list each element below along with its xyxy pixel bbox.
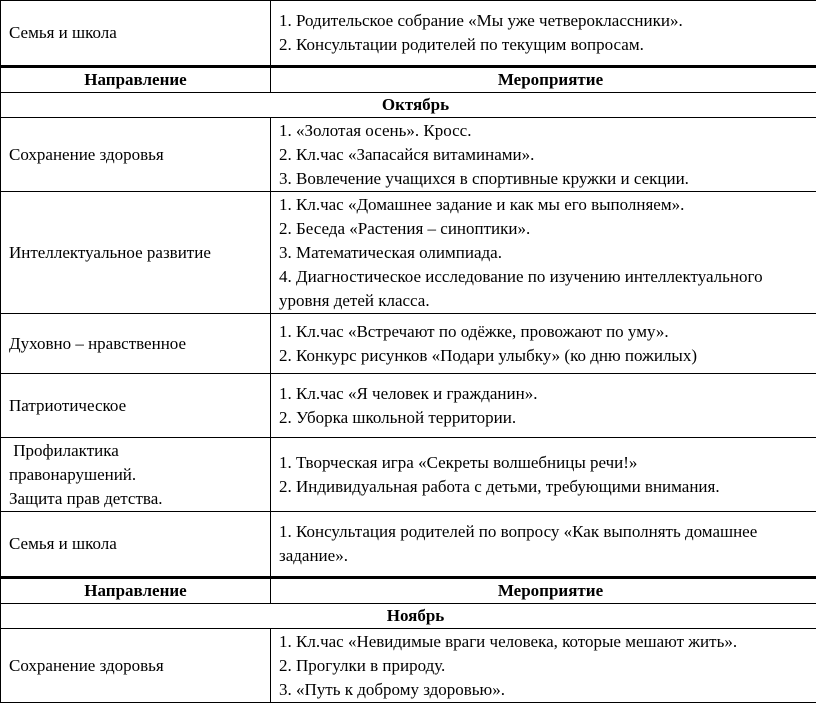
events-cell (271, 1, 816, 67)
event-line: 1. Консультация родителей по вопросу «Как выполнять домашнее (279, 522, 758, 541)
table-row (1, 1, 816, 67)
event-line: 1. Кл.час «Я человек и гражданин». (279, 383, 538, 403)
event-line: 2. Уборка школьной территории. (279, 407, 517, 427)
event-line: 2. Кл.час «Запасайся витаминами». (279, 144, 535, 164)
month-label: Ноябрь (1, 604, 816, 629)
direction-cell: Интеллектуальное развитие (1, 192, 271, 314)
event-line: 2. Индивидуальная работа с детьми, требующими внимания. (279, 476, 720, 496)
event-line: 1. Творческая игра «Секреты волшебницы речи!» (279, 452, 638, 472)
header-direction: Направление (1, 578, 271, 604)
direction-cell: Семья и школа (1, 1, 271, 67)
direction-cell: Профилактика правонарушений. Защита прав детства. (1, 438, 271, 512)
events-cell (271, 438, 816, 512)
event-line: 1. Кл.час «Встречают по одёжке, провожают по уму». (279, 321, 669, 341)
event-line: 4. Диагностическое исследование по изучению интеллектуального (279, 266, 763, 286)
event-line: 1. Кл.час «Домашнее задание и как мы его выполняем». (279, 194, 685, 214)
event-line: 1. Кл.час «Невидимые враги человека, которые мешают жить». (279, 631, 738, 651)
table-header-row (1, 578, 816, 604)
event-line: 1. «Золотая осень». Кросс. (279, 120, 472, 140)
events-cell (271, 118, 816, 192)
events-cell (271, 629, 816, 703)
events-cell (271, 192, 816, 314)
table-row (1, 374, 816, 438)
event-line: уровня детей класса. (279, 290, 430, 310)
direction-cell: Патриотическое (1, 374, 271, 438)
header-event: Мероприятие (271, 67, 816, 93)
table-row (1, 192, 816, 314)
month-label: Октябрь (1, 93, 816, 118)
event-line: 2. Прогулки в природу. (279, 655, 446, 675)
events-cell (271, 314, 816, 374)
event-line: 2. Беседа «Растения – синоптики». (279, 218, 531, 238)
month-row-october (1, 93, 816, 118)
events-cell (271, 374, 816, 438)
event-line: 2. Консультации родителей по текущим вопросам. (279, 35, 644, 54)
table-row (1, 438, 816, 512)
table-row (1, 512, 816, 578)
event-line: 3. Вовлечение учащихся в спортивные кружки и секции. (279, 168, 689, 188)
table-row (1, 629, 816, 703)
header-direction: Направление (1, 67, 271, 93)
event-line: 2. Конкурс рисунков «Подари улыбку» (ко дню пожилых) (279, 345, 698, 365)
events-cell (271, 512, 816, 578)
event-line: 3. Математическая олимпиада. (279, 242, 502, 262)
header-event: Мероприятие (271, 578, 816, 604)
table-row (1, 314, 816, 374)
table-header-row (1, 67, 816, 93)
direction-cell: Сохранение здоровья (1, 629, 271, 703)
direction-cell: Семья и школа (1, 512, 271, 578)
month-row-november (1, 604, 816, 629)
event-line: 3. «Путь к доброму здоровью». (279, 679, 505, 699)
event-line: 1. Родительское собрание «Мы уже четвероклассники». (279, 11, 683, 30)
event-line: задание». (279, 546, 348, 565)
direction-cell: Духовно – нравственное (1, 314, 271, 374)
table-row (1, 118, 816, 192)
direction-cell: Сохранение здоровья (1, 118, 271, 192)
